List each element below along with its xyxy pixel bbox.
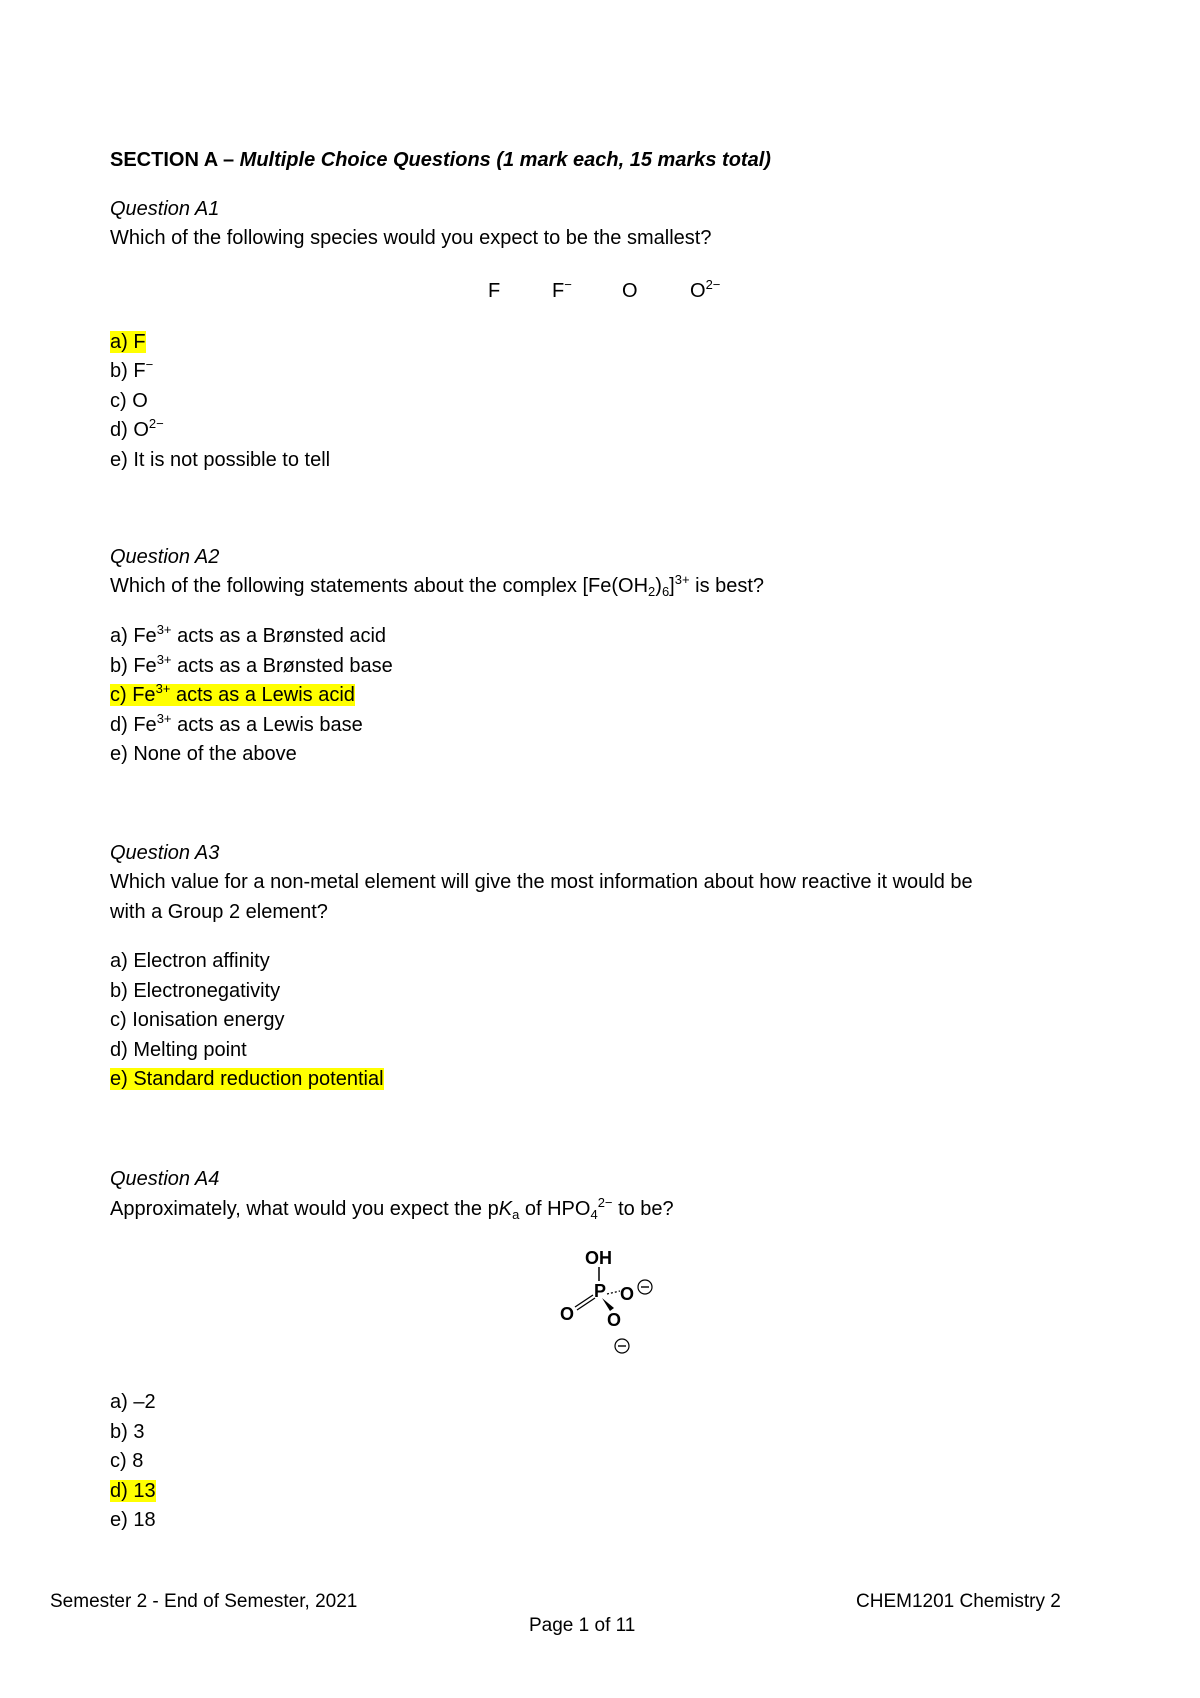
species-f: F (488, 280, 501, 302)
section-heading (110, 148, 771, 172)
question-a1-heading: Question A1 (110, 198, 220, 220)
option-a1-d[interactable]: d) $O^{2-}$ (110, 416, 164, 441)
option-a3-b[interactable]: b) Electronegativity (110, 980, 281, 1002)
hpo4-structure-diagram (540, 1240, 660, 1360)
option-a1-c[interactable]: c) O (110, 390, 148, 412)
option-a3-e[interactable]: e) Standard reduction potential (110, 1068, 384, 1090)
negative-charge-icon-bottom (615, 1339, 629, 1353)
footer-right: CHEM1201 Chemistry 2 (856, 1591, 1061, 1612)
p-label: P (594, 1281, 607, 1301)
footer-left: Semester 2 - End of Semester, 2021 (50, 1591, 358, 1612)
option-a4-d[interactable]: d) 13 (110, 1480, 156, 1502)
species-o: O (622, 280, 638, 302)
o-right-label: O (620, 1284, 635, 1304)
question-a1-text: Which of the following species would you expect to be the smallest? (110, 227, 712, 249)
species-o-dianion: $O^{2-}$ (690, 277, 721, 302)
species-f-anion: F− (552, 277, 572, 302)
option-a4-b[interactable]: b) 3 (110, 1421, 145, 1443)
question-a3-text-line2: with a Group 2 element? (110, 901, 328, 923)
section-prefix: SECTION A – (110, 149, 240, 171)
option-a4-c[interactable]: c) 8 (110, 1450, 144, 1472)
question-a2-text: Which of the following statements about the complex $[Fe(OH_2)_6]^{3+}$ is best? (110, 572, 765, 599)
option-a2-b[interactable]: b) $Fe^{3+}$ acts as a Brønsted base (110, 652, 393, 677)
o-bottom-label: O (607, 1310, 622, 1330)
question-a4-text: Approximately, what would you expect the $pK_a$ of $HPO_4^{2-}$ to be? (110, 1195, 674, 1222)
option-a3-d[interactable]: d) Melting point (110, 1039, 247, 1061)
negative-charge-icon-right (638, 1280, 652, 1294)
option-a2-c[interactable]: c) $Fe^{3+}$ acts as a Lewis acid (110, 681, 355, 706)
p-o-hashed-bond (607, 1291, 620, 1294)
o-left-label: O (560, 1304, 575, 1324)
oh-label: OH (585, 1248, 612, 1268)
option-a2-a[interactable]: a) $Fe^{3+}$ acts as a Brønsted acid (110, 622, 387, 647)
option-a4-a[interactable]: a) –2 (110, 1391, 156, 1413)
question-a2-heading: Question A2 (110, 546, 220, 568)
question-a3-heading: Question A3 (110, 842, 220, 864)
footer-page-number: Page 1 of 11 (529, 1615, 636, 1636)
option-a1-a[interactable]: a) F (110, 331, 146, 353)
option-a1-b[interactable]: b) F− (110, 357, 154, 382)
question-a3-text-line1: Which value for a non-metal element will give the most information about how reactive it would be (110, 871, 973, 893)
option-a4-e[interactable]: e) 18 (110, 1509, 156, 1531)
option-a1-e[interactable]: e) It is not possible to tell (110, 449, 331, 471)
option-a2-e[interactable]: e) None of the above (110, 743, 297, 765)
section-title: Multiple Choice Questions (1 mark each, 15 marks total) (239, 149, 771, 171)
option-a2-d[interactable]: d) $Fe^{3+}$ acts as a Lewis base (110, 711, 363, 736)
question-a1-species (0, 277, 1200, 306)
question-a4-heading: Question A4 (110, 1168, 220, 1190)
option-a3-a[interactable]: a) Electron affinity (110, 950, 270, 972)
option-a3-c[interactable]: c) Ionisation energy (110, 1009, 285, 1031)
